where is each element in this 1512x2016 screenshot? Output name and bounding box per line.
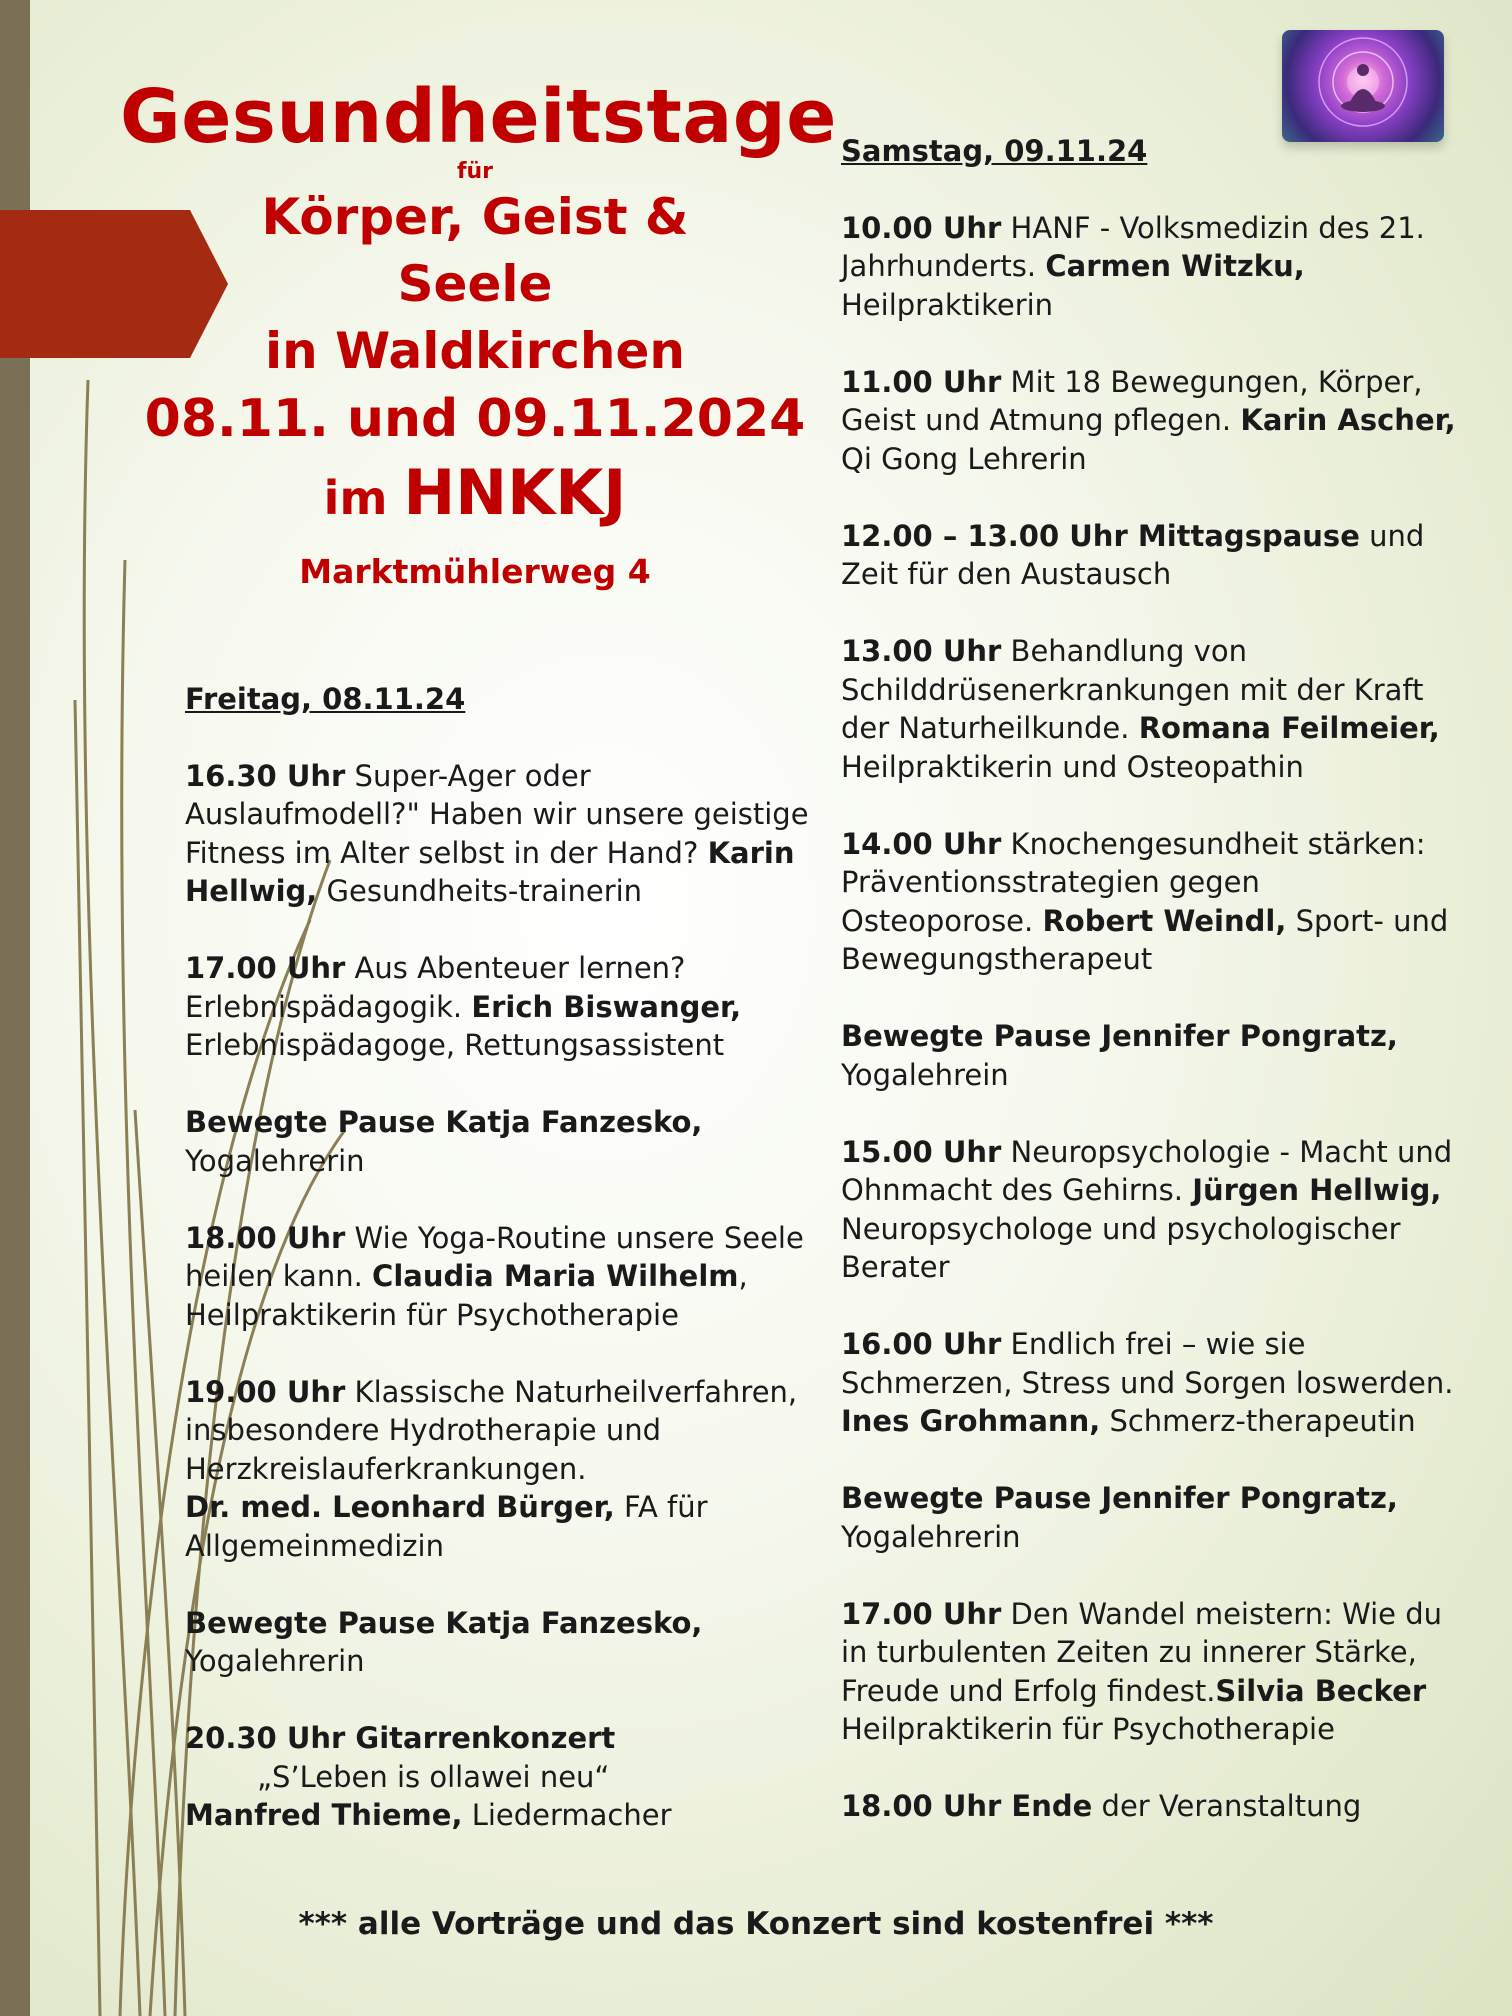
entry-title: Bewegte Pause Jennifer Pongratz, bbox=[841, 1019, 1398, 1053]
entry-role: Yogalehrein bbox=[841, 1057, 1009, 1092]
schedule-entry bbox=[185, 1373, 825, 1566]
schedule-entry bbox=[841, 363, 1461, 479]
venue-prefix: im bbox=[323, 471, 388, 525]
schedule-entry bbox=[185, 757, 825, 911]
entry-role: Neuropsychologe und psychologischer Berater bbox=[841, 1211, 1401, 1284]
footer-note: *** alle Vorträge und das Konzert sind kostenfrei *** bbox=[298, 1906, 1214, 1942]
event-title-block bbox=[120, 68, 837, 594]
schedule-entry bbox=[185, 1219, 825, 1335]
entry-role: Schmerz-therapeutin bbox=[1109, 1404, 1416, 1438]
entry-title: 20.30 Uhr Gitarrenkonzert bbox=[185, 1721, 616, 1755]
entry-topic: Knochengesundheit stärken: Präventionsstrategien gegen Osteoporose. bbox=[841, 826, 1426, 938]
entry-speaker: Romana Feilmeier, bbox=[1138, 711, 1440, 745]
schedule-entry bbox=[185, 1103, 825, 1180]
entry-role: Yogalehrerin bbox=[841, 1519, 1021, 1554]
schedule-entry bbox=[185, 1604, 825, 1681]
entry-time: 14.00 Uhr bbox=[841, 826, 1002, 861]
schedule-entry bbox=[841, 1017, 1461, 1094]
schedule-entry bbox=[841, 209, 1461, 325]
entry-time: 15.00 Uhr bbox=[841, 1134, 1002, 1169]
entry-topic: Neuropsychologie - Macht und Ohnmacht des Gehirns. bbox=[841, 1134, 1453, 1207]
schedule-entry bbox=[841, 1325, 1461, 1441]
entry-speaker: Robert Weindl, bbox=[1042, 903, 1287, 938]
entry-role: Liedermacher bbox=[471, 1798, 672, 1832]
entry-role: Heilpraktikerin und Osteopathin bbox=[841, 749, 1304, 784]
entry-time: 17.00 Uhr bbox=[185, 951, 346, 985]
entry-time: 17.00 Uhr bbox=[841, 1596, 1002, 1631]
entry-time: 19.00 Uhr bbox=[185, 1374, 346, 1409]
entry-title: Bewegte Pause Katja Fanzesko, bbox=[185, 1105, 703, 1139]
entry-role: Yogalehrerin bbox=[185, 1143, 365, 1178]
entry-subtitle: „S’Leben is ollawei neu“ bbox=[257, 1759, 610, 1794]
event-dates: 08.11. und 09.11.2024 bbox=[144, 389, 806, 449]
entry-speaker: Jürgen Hellwig, bbox=[1192, 1173, 1442, 1207]
entry-speaker: Erich Biswanger, bbox=[471, 989, 742, 1024]
entry-speaker: Manfred Thieme, bbox=[185, 1798, 463, 1832]
entry-speaker: Silvia Becker bbox=[1215, 1673, 1427, 1708]
entry-title: Bewegte Pause Jennifer Pongratz, bbox=[841, 1481, 1398, 1515]
entry-time: 13.00 Uhr bbox=[841, 634, 1002, 668]
entry-time: 18.00 Uhr Ende bbox=[841, 1789, 1093, 1823]
entry-topic: Behandlung von Schilddrüsenerkrankungen mit der Kraft der Naturheilkunde. bbox=[841, 634, 1424, 745]
venue-name: HNKKJ bbox=[403, 456, 627, 529]
entry-time: 16.00 Uhr bbox=[841, 1327, 1002, 1361]
entry-speaker: Dr. med. Leonhard Bürger, bbox=[185, 1490, 615, 1524]
entry-topic: Aus Abenteuer lernen? Erlebnispädagogik. bbox=[185, 951, 686, 1024]
event-title: Gesundheitstage bbox=[120, 74, 837, 160]
friday-heading: Freitag, 08.11.24 bbox=[185, 682, 466, 716]
entry-topic: Den Wandel meistern: Wie du in turbulenten Zeiten zu innerer Stärke, Freude und Erfolg findest. bbox=[841, 1596, 1443, 1708]
entry-title: Bewegte Pause Katja Fanzesko, bbox=[185, 1605, 703, 1640]
entry-role: Qi Gong Lehrerin bbox=[841, 441, 1087, 476]
entry-speaker: Karin Hellwig, bbox=[185, 835, 795, 908]
entry-role: Heilpraktikerin bbox=[841, 287, 1054, 322]
entry-topic: Wie Yoga-Routine unsere Seele heilen kann. bbox=[185, 1220, 804, 1293]
entry-time: 11.00 Uhr bbox=[841, 364, 1002, 399]
schedule-entry bbox=[841, 1479, 1461, 1556]
schedule-entry bbox=[841, 632, 1461, 786]
schedule-entry bbox=[841, 1133, 1461, 1287]
entry-topic: Endlich frei – wie sie Schmerzen, Stress und Sorgen loswerden. bbox=[841, 1327, 1454, 1400]
schedule-entry bbox=[185, 1719, 825, 1835]
entry-topic: Mit 18 Bewegungen, Körper, Geist und Atmung pflegen. bbox=[841, 364, 1423, 437]
saturday-heading: Samstag, 09.11.24 bbox=[841, 134, 1148, 168]
schedule-entry bbox=[841, 517, 1461, 594]
schedule-entry bbox=[185, 949, 825, 1065]
title-fuer: für bbox=[456, 159, 494, 184]
entry-role: Sport- und Bewegungstherapeut bbox=[841, 903, 1449, 976]
entry-time: 10.00 Uhr bbox=[841, 210, 1002, 245]
entry-role: Yogalehrerin bbox=[185, 1644, 365, 1678]
entry-speaker: Claudia Maria Wilhelm bbox=[372, 1259, 739, 1293]
entry-role: Heilpraktikerin für Psychotherapie bbox=[841, 1712, 1335, 1746]
entry-topic: HANF - Volksmedizin des 21. Jahrhunderts. bbox=[841, 210, 1425, 283]
entry-topic: Klassische Naturheilverfahren, insbesondere Hydrotherapie und Herzkreislauferkrankungen. bbox=[185, 1374, 798, 1486]
friday-schedule bbox=[185, 680, 825, 1873]
entry-role: Erlebnispädagoge, Rettungsassistent bbox=[185, 1028, 725, 1062]
entry-time: 16.30 Uhr bbox=[185, 758, 346, 793]
entry-speaker: Ines Grohmann, bbox=[841, 1404, 1101, 1438]
entry-topic: und Zeit für den Austausch bbox=[841, 518, 1425, 591]
entry-role: FA für Allgemeinmedizin bbox=[185, 1490, 708, 1563]
entry-role: , Heilpraktikerin für Psychotherapie bbox=[185, 1259, 748, 1332]
meditation-aura-icon bbox=[1282, 30, 1444, 142]
schedule-entry bbox=[841, 825, 1461, 979]
entry-role: Gesundheits-trainerin bbox=[326, 874, 643, 908]
entry-speaker: Karin Ascher, bbox=[1240, 403, 1456, 437]
entry-speaker: Carmen Witzku, bbox=[1045, 249, 1305, 283]
meditation-image bbox=[1282, 30, 1444, 142]
entry-topic: der Veranstaltung bbox=[1101, 1789, 1362, 1823]
entry-topic: Super-Ager oder Auslaufmodell?" Haben wir unsere geistige Fitness im Alter selbst in der Hand? bbox=[185, 758, 809, 870]
event-address: Marktmühlerweg 4 bbox=[299, 552, 651, 591]
title-line-2: Seele bbox=[397, 255, 553, 313]
event-venue bbox=[120, 453, 830, 538]
schedule-entry bbox=[841, 1787, 1461, 1826]
entry-time: 18.00 Uhr bbox=[185, 1220, 346, 1255]
schedule-entry bbox=[841, 1595, 1461, 1749]
entry-time: 12.00 – 13.00 Uhr Mittagspause bbox=[841, 518, 1360, 553]
title-line-1: Körper, Geist & bbox=[261, 188, 689, 246]
saturday-schedule bbox=[841, 132, 1461, 1864]
title-line-3: in Waldkirchen bbox=[265, 322, 685, 380]
